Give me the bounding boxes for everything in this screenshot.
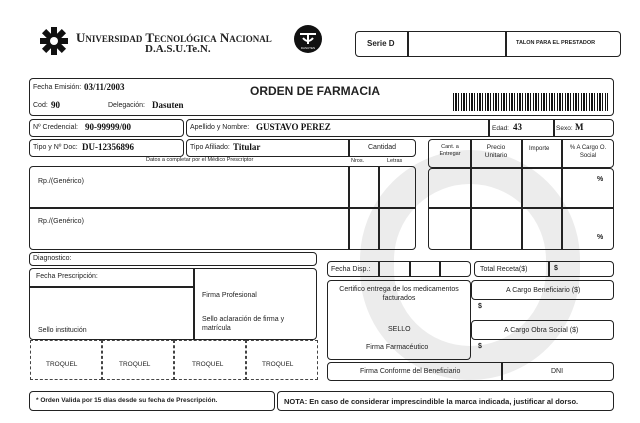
edad-label: Edad: bbox=[492, 125, 509, 132]
barcode bbox=[453, 93, 608, 111]
firma-farmaceutico-label: Firma Farmacéutico bbox=[366, 344, 429, 351]
sexo-label: Sexo: bbox=[556, 125, 573, 132]
cod-label: Cod: bbox=[33, 102, 48, 109]
nota-note: NOTA: En caso de considerar imprescindible la marca indicada, justificar al dorso. bbox=[284, 397, 579, 406]
doc-label: Tipo y Nº Doc: bbox=[33, 144, 78, 151]
serie-label: Serie D bbox=[367, 39, 395, 48]
rp1-label: Rp./(Genérico) bbox=[38, 178, 84, 185]
cargo-social-label: % A Cargo O. Social bbox=[569, 145, 607, 159]
fecha-prescripcion-label: Fecha Prescripción: bbox=[36, 273, 98, 280]
firma-beneficiario-label: Firma Conforme del Beneficiario bbox=[360, 368, 461, 375]
delegacion-label: Delegación: bbox=[108, 102, 145, 109]
importe-label: Importe bbox=[529, 146, 550, 152]
total-dollar: $ bbox=[554, 265, 558, 272]
edad-value: 43 bbox=[513, 122, 522, 132]
delegacion-value: Dasuten bbox=[152, 100, 184, 110]
total-receta-label: Total Receta($) bbox=[480, 266, 528, 273]
fecha-disp-label: Fecha Disp.: bbox=[331, 266, 371, 273]
credencial-value: 90-99999/00 bbox=[85, 122, 131, 132]
troquel-label-4: TROQUEL bbox=[262, 361, 294, 368]
precio-label: Precio Unitario bbox=[484, 144, 508, 159]
rp2-label: Rp./(Genérico) bbox=[38, 218, 84, 225]
seal-text: DASUTEN bbox=[300, 46, 316, 50]
beneficiario-dollar: $ bbox=[478, 303, 482, 310]
diagnostico-label: Diagnostico: bbox=[33, 255, 72, 262]
dasuten-seal-icon bbox=[294, 25, 322, 53]
troquel-label-3: TROQUEL bbox=[192, 361, 224, 368]
cantidad-label: Cantidad bbox=[368, 144, 397, 151]
university-logo bbox=[40, 27, 68, 55]
firma-profesional-label: Firma Profesional bbox=[202, 292, 257, 299]
troquel-label-1: TROQUEL bbox=[46, 361, 78, 368]
sello-label: SELLO bbox=[388, 326, 411, 333]
cant-entregar-label: Cant. a Entregar bbox=[439, 144, 461, 157]
talon-label: TALON PARA EL PRESTADOR bbox=[516, 40, 596, 46]
sexo-value: M bbox=[575, 122, 584, 132]
dni-label: DNI bbox=[551, 368, 564, 375]
fecha-emision-label: Fecha Emisión: bbox=[33, 84, 82, 91]
troquel-label-2: TROQUEL bbox=[119, 361, 151, 368]
nombre-label: Apellido y Nombre: bbox=[190, 124, 250, 131]
cargo-beneficiario-label: A Cargo Beneficiario ($) bbox=[506, 287, 581, 294]
troquel-4 bbox=[246, 340, 318, 380]
obra-social-dollar: $ bbox=[478, 343, 482, 350]
doc-value: DU-12356896 bbox=[82, 142, 134, 152]
department-name: D.A.S.U.Te.N. bbox=[145, 43, 211, 55]
medico-note: Datos a completar por el Médico Prescriptor bbox=[146, 157, 254, 163]
university-name: Universidad Tecnológica Nacional bbox=[76, 30, 272, 45]
diagnostico-box bbox=[29, 252, 317, 266]
nombre-box bbox=[186, 119, 614, 137]
troquel-2 bbox=[102, 340, 174, 380]
sello-aclaracion-label: Sello aclaración de firma y matrícula bbox=[202, 316, 285, 332]
troquel-1 bbox=[30, 340, 102, 380]
percent-1: % bbox=[597, 176, 604, 183]
order-title: ORDEN DE FARMACIA bbox=[250, 84, 381, 98]
cod-value: 90 bbox=[51, 100, 60, 110]
credencial-label: Nº Credencial: bbox=[33, 124, 78, 131]
cargo-obra-social-label: A Cargo Obra Social ($) bbox=[504, 327, 579, 334]
sello-institucion-label: Sello institución bbox=[38, 327, 87, 334]
fecha-emision-value: 03/11/2003 bbox=[84, 82, 125, 92]
nombre-value: GUSTAVO PEREZ bbox=[256, 122, 331, 132]
validity-note: * Orden Valida por 15 días desde su fecha de Prescripción. bbox=[36, 397, 218, 404]
certifico-label: Certifico entrega de los medicamentos facturados bbox=[339, 286, 459, 302]
percent-2: % bbox=[597, 234, 604, 241]
troquel-3 bbox=[174, 340, 246, 380]
nros-label: Nros. bbox=[351, 158, 365, 164]
letras-label: Letras bbox=[387, 158, 403, 164]
afiliado-label: Tipo Afiliado: bbox=[190, 144, 230, 151]
afiliado-value: Titular bbox=[233, 142, 261, 152]
